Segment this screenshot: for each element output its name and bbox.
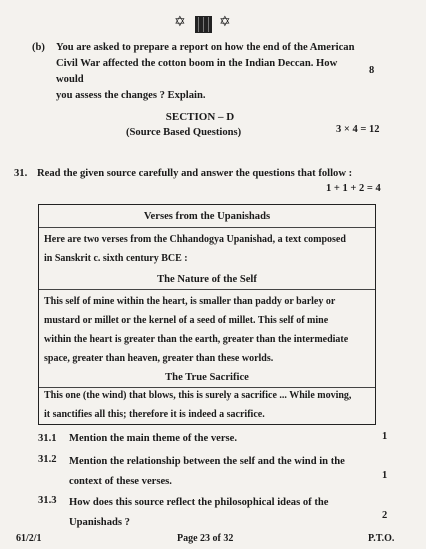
source-intro-line: Here are two verses from the Chhandogya Upanishad, a text composed — [44, 234, 346, 245]
star-icon: ✡ — [174, 15, 186, 30]
subquestion-31-2-text — [69, 452, 379, 492]
section-subtitle: (Source Based Questions) — [126, 127, 242, 138]
question-31-instruction: Read the given source carefully and answer the questions that follow : — [37, 168, 353, 179]
source-title: Verses from the Upanishads — [143, 211, 271, 222]
heading-true-sacrifice: The True Sacrifice — [165, 372, 249, 383]
footer-page-number: Page 23 of 32 — [177, 533, 234, 544]
source-para-1 — [44, 292, 374, 368]
source-intro — [44, 230, 374, 268]
question-b-marks: 8 — [369, 65, 375, 76]
qr-code-icon — [195, 16, 212, 33]
subquestion-31-1-text: Mention the main theme of the verse. — [69, 433, 237, 444]
subquestion-31-3-number: 31.3 — [38, 495, 57, 506]
heading-nature-of-self: The Nature of the Self — [157, 274, 257, 285]
para-2-line: it sanctifies all this; therefore it is indeed a sacrifice. — [44, 409, 265, 420]
source-para-2 — [44, 386, 374, 424]
question-b-line: you assess the changes ? Explain. — [56, 90, 206, 101]
subquestion-line: Upanishads ? — [69, 517, 130, 528]
footer-pto: P.T.O. — [368, 533, 395, 544]
subquestion-31-1-number: 31.1 — [38, 433, 57, 444]
question-b-label: (b) — [32, 42, 45, 53]
footer-code: 61/2/1 — [16, 533, 42, 544]
subquestion-line: Mention the relationship between the self and the wind in the — [69, 456, 345, 467]
question-b-line: Civil War affected the cotton boom in the Indian Deccan. How would — [56, 58, 338, 85]
subquestion-line: context of these verses. — [69, 476, 172, 487]
subquestion-31-3-text — [69, 493, 379, 533]
question-31-marks: 1 + 1 + 2 = 4 — [326, 183, 381, 194]
subquestion-31-3-marks: 2 — [382, 510, 388, 521]
question-31-number: 31. — [14, 168, 28, 179]
divider — [39, 289, 375, 290]
question-b-line: You are asked to prepare a report on how the end of the American — [56, 42, 355, 53]
section-marks: 3 × 4 = 12 — [336, 124, 380, 135]
subquestion-31-2-marks: 1 — [382, 470, 388, 481]
star-icon: ✡ — [219, 15, 231, 30]
divider — [39, 227, 375, 228]
para-1-line: This self of mine within the heart, is smaller than paddy or barley or — [44, 296, 336, 307]
question-b-text — [56, 40, 366, 104]
para-1-line: space, greater than heaven, greater than these worlds. — [44, 353, 274, 364]
para-2-line: This one (the wind) that blows, this is surely a sacrifice ... While moving, — [44, 390, 352, 401]
subquestion-31-1-marks: 1 — [382, 431, 388, 442]
para-1-line: mustard or millet or the kernel of a seed of millet. This self of mine — [44, 315, 329, 326]
header-marks — [174, 16, 244, 34]
para-1-line: within the heart is greater than the earth, greater than the intermediate — [44, 334, 349, 345]
source-intro-line: in Sanskrit c. sixth century BCE : — [44, 253, 188, 264]
section-title: SECTION – D — [165, 111, 235, 123]
subquestion-31-2-number: 31.2 — [38, 454, 57, 465]
subquestion-line: How does this source reflect the philosophical ideas of the — [69, 497, 329, 508]
source-box — [38, 204, 376, 425]
